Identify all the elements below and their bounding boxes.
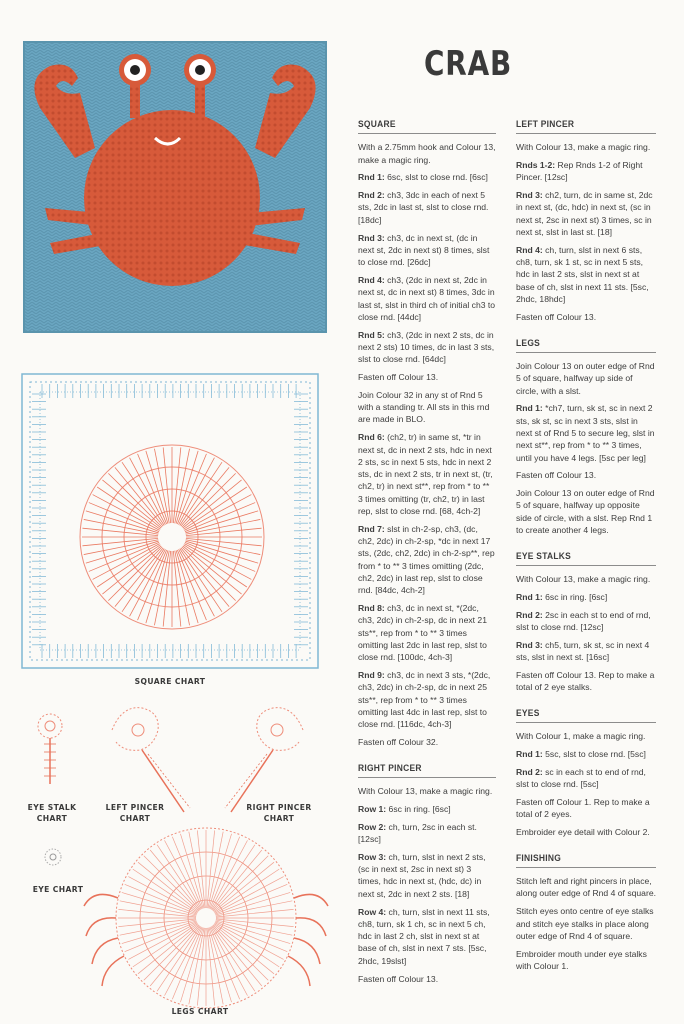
eyes-rows [516,748,656,790]
row-text: ch, turn, slst in next 6 sts, ch8, turn, sk 1 st, sc in next 5 sts, hdc in last 2 sts, slst in next st at base of ch, slst in next 11 sts. [5sc, 2hdc, 18hdc] [516,244,649,305]
legs-intro: Join Colour 13 on outer edge of Rnd 5 of square, halfway up side of circle, with a slst. [516,360,655,396]
instruction-row [358,602,496,663]
legs-rows [516,402,656,463]
instruction-row [358,171,496,183]
row-text: ch3, (2dc in next st, 2dc in next st, dc in next st) 8 times, 3dc in last st, slst in third ch of initial ch3 to close rnd. [44dc] [358,274,496,322]
row-key: Rnd 3: [516,639,543,650]
row-text: ch, turn, 2sc in each st. [12sc] [358,821,477,845]
legs-join: Join Colour 13 on outer edge of Rnd 5 of square, halfway up opposite side of circle, with a slst. Rep Rnd 1 to create another 4 legs. [516,488,655,536]
row-text: ch2, turn, dc in same st, 2dc in next st, (dc, hdc) in next st, (sc in next st, 2sc in next st) 3 times, sc in next st, slst in last st. [18] [516,190,653,238]
finishing-p1: Stitch left and right pincers in place, along outer edge of Rnd 4 of square. [516,876,656,899]
right-pincer-heading: RIGHT PINCER [358,762,496,778]
row-key: Rnd 4: [358,274,385,285]
row-key: Rnd 1: [516,403,543,414]
row-text: Rep Rnds 1-2 of Right Pincer. [12sc] [516,160,643,183]
right-pincer-rows [358,803,496,967]
row-key: Row 4: [358,906,387,917]
instruction-row [516,189,656,238]
instruction-row [358,821,496,846]
instruction-row [516,766,656,791]
instructions-column-a [358,118,496,990]
row-key: Row 1: [358,803,387,814]
instruction-row [358,906,496,967]
row-key: Row 2: [358,821,387,832]
instruction-row [358,803,496,815]
eye-stalk-chart [30,712,80,792]
legs-fasten: Fasten off Colour 13. [516,470,597,481]
instruction-row [516,748,656,760]
finishing-heading: FINISHING [516,852,656,868]
square-join: Join Colour 32 in any st of Rnd 5 with a standing tr. All sts in this rnd are made in BLO. [358,389,490,425]
instruction-row [358,274,496,323]
row-key: Rnd 1: [516,591,543,602]
instruction-row [358,523,496,597]
row-text: 6sc in ring. [6sc] [386,803,451,814]
row-key: Rnd 1: [516,749,543,760]
eye-stalks-rows [516,591,656,663]
row-text: 2sc in each st to end of rnd, slst to close rnd. [12sc] [516,609,651,632]
left-pincer-rows [516,159,656,305]
instruction-row [358,232,496,269]
eyes-heading: EYES [516,707,656,723]
square-fasten-2: Fasten off Colour 32. [358,737,439,748]
instruction-row [358,189,496,226]
row-text: ch3, dc in next 3 sts, *(2dc, ch3, 2dc) in ch-2-sp, dc in next 25 sts**, rep from * to ** 3 times omitting last 4dc in last rep, slst to close rnd. [116dc, 4ch-3] [358,670,491,730]
row-text: (ch2, tr) in same st, *tr in next st, dc in next 2 sts, hdc in next 2 sts, sc in next 5 sts, hdc in next 2 sts, dc in next 2 sts, tr in next st, (tr, ch2, tr) in next st**, rep from * to ** 3 times omitting (tr, ch2, tr) in last rep, slst to close rnd. [68, 4ch-2] [358,432,493,517]
instruction-row [358,669,496,730]
instruction-row [516,159,656,184]
row-key: Rnd 4: [516,244,543,255]
legs-chart [80,826,332,1010]
row-key: Rnd 5: [358,329,385,340]
square-intro: With a 2.75mm hook and Colour 13, make a magic ring. [358,142,496,165]
row-key: Rnd 3: [358,232,385,243]
instruction-row [358,851,496,900]
row-key: Rnd 7: [358,523,385,534]
crab-square-photo [20,38,330,336]
row-key: Rnd 3: [516,190,543,201]
row-text: ch3, dc in next st, *(2dc, ch3, 2dc) in ch-2-sp, dc in next 21 sts**, rep from * to ** 3 times omitting last 2dc in last rep, slst to close rnd. [100dc, 4ch-3] [358,603,487,663]
square-rounds [358,171,496,365]
left-pincer-chart-label: LEFT PINCER CHART [105,803,165,823]
right-pincer-chart-label: RIGHT PINCER CHART [246,803,312,823]
row-text: 5sc, slst to close rnd. [5sc] [542,749,646,760]
instruction-row [516,402,656,463]
eyes-embroider: Embroider eye detail with Colour 2. [516,827,650,838]
finishing-p2: Stitch eyes onto centre of eye stalks and stitch eye stalks in place along outer edge of Rnd 4 of square. [516,906,654,941]
row-text: ch, turn, slst in next 2 sts, (sc in next st, 2sc in next st) 3 times, hdc in next st, (hdc, dc) in next st, 2dc in next 2 sts. [18] [358,851,486,899]
row-text: 6sc in ring. [6sc] [542,591,608,602]
left-pincer-heading: LEFT PINCER [516,118,656,134]
square-rounds-2 [358,431,496,730]
eyes-intro: With Colour 1, make a magic ring. [516,731,646,742]
right-pincer-intro: With Colour 13, make a magic ring. [358,786,493,797]
left-pincer-intro: With Colour 13, make a magic ring. [516,142,651,153]
eye-stalks-fasten: Fasten off Colour 13. Rep to make a total of 2 eye stalks. [516,669,655,693]
instruction-row [516,244,656,305]
eye-chart-label: EYE CHART [32,885,84,894]
row-key: Rnd 6: [358,432,385,443]
square-chart [20,372,320,670]
row-text: ch3, dc in next st, (dc in next st, 2dc in next st) 8 times, slst to close rnd. [26dc] [358,232,490,268]
row-text: ch5, turn, sk st, sc in next 4 sts, slst in next st. [16sc] [516,639,650,663]
square-chart-label: SQUARE CHART [134,677,206,686]
instruction-row [516,591,656,603]
legs-heading: LEGS [516,337,656,353]
row-text: ch3, 3dc in each of next 5 sts, 2dc in last st, slst to close rnd. [18dc] [358,190,489,225]
row-key: Rnds 1-2: [516,160,556,171]
row-text: ch, turn, slst in next 11 sts, ch8, turn, sk 1 ch, sc in next 5 ch, hdc in last 2 ch, slst in next st at base of ch, slst in next 7 sts. [5sc, 2hdc, 19slst] [358,906,490,966]
square-section-heading: SQUARE [358,118,496,134]
row-key: Rnd 1: [358,172,385,183]
left-pincer-fasten: Fasten off Colour 13. [516,311,597,322]
square-fasten-1: Fasten off Colour 13. [358,372,439,383]
eyes-fasten: Fasten off Colour 1. Rep to make a total of 2 eyes. [516,796,650,820]
instruction-row [358,329,496,366]
instruction-row [516,609,656,634]
instructions-column-b [516,118,656,978]
right-pincer-fasten: Fasten off Colour 13. [358,973,439,984]
row-text: slst in ch-2-sp, ch3, (dc, ch2, 2dc) in ch-2-sp, *dc in next 17 sts, (2dc, ch2, 2dc) in ch-2-sp**, rep from * to ** 3 times omitting (2dc, ch2, 2dc) in last rep, slst to close rnd. [84dc, 4ch-2] [358,523,495,596]
eye-stalks-intro: With Colour 13, make a magic ring. [516,574,651,585]
eye-chart [38,842,68,872]
eye-stalks-heading: EYE STALKS [516,550,656,566]
row-text: sc in each st to end of rnd, slst to close rnd. [5sc] [516,766,646,790]
legs-chart-label: LEGS CHART [171,1007,229,1016]
row-key: Row 3: [358,851,387,862]
row-key: Rnd 8: [358,603,385,614]
page-title: CRAB [424,44,513,84]
row-text: 6sc, slst to close rnd. [6sc] [384,172,488,183]
row-text: ch3, (2dc in next 2 sts, dc in next 2 sts) 10 times, dc in last 3 sts, slst to close rnd. [64dc] [358,329,495,365]
finishing-p3: Embroider mouth under eye stalks with Colour 1. [516,948,647,971]
row-key: Rnd 2: [516,766,543,777]
instruction-row [358,431,496,517]
row-key: Rnd 9: [358,670,385,681]
instruction-row [516,639,656,664]
row-text: *ch7, turn, sk st, sc in next 2 sts, sk st, sc in next 3 sts, slst in next st of Rnd 5 to secure leg, slst in next st**, rep from * to ** 3 times, until you have 4 legs. [5sc per leg] [516,403,655,463]
row-key: Rnd 2: [358,190,385,201]
row-key: Rnd 2: [516,609,543,620]
eye-stalk-chart-label: EYE STALK CHART [27,803,77,823]
